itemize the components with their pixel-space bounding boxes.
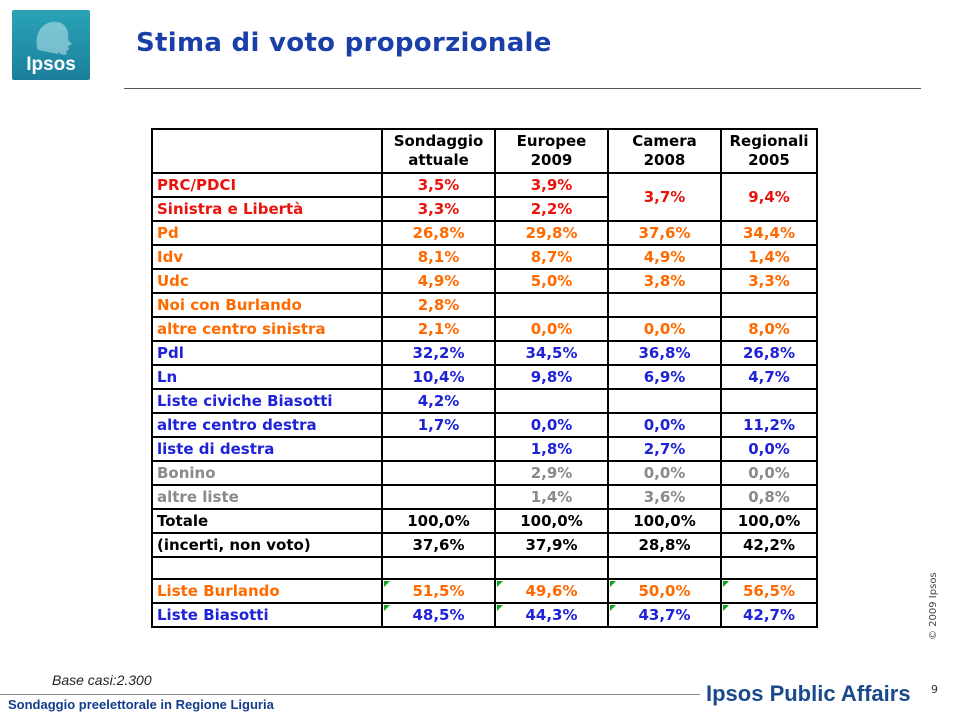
row-label: liste di destra bbox=[152, 437, 382, 461]
table-row bbox=[152, 365, 817, 389]
cell-value bbox=[721, 389, 817, 413]
cell-value: 0,0% bbox=[721, 461, 817, 485]
cell-marker-icon bbox=[610, 605, 616, 611]
cell-value: 44,3% bbox=[495, 603, 608, 627]
cell-value bbox=[495, 389, 608, 413]
table-row-total bbox=[152, 509, 817, 533]
header-regionali: Regionali 2005 bbox=[721, 129, 817, 173]
footer-brand: Ipsos Public Affairs bbox=[706, 681, 911, 706]
page-number: 9 bbox=[931, 683, 938, 696]
cell-value: 4,9% bbox=[608, 245, 721, 269]
row-label: Sinistra e Libertà bbox=[152, 197, 382, 221]
cell-value-merged: 3,7% bbox=[608, 173, 721, 221]
table-row bbox=[152, 317, 817, 341]
cell-value: 4,7% bbox=[721, 365, 817, 389]
cell-marker-icon bbox=[610, 581, 616, 587]
table-row bbox=[152, 533, 817, 557]
cell-value bbox=[382, 461, 495, 485]
base-note: Base casi:2.300 bbox=[52, 672, 152, 688]
cell-value: 56,5% bbox=[721, 579, 817, 603]
cell-marker-icon bbox=[384, 605, 390, 611]
spacer-cell bbox=[721, 557, 817, 579]
cell-value: 29,8% bbox=[495, 221, 608, 245]
footer-divider bbox=[0, 694, 700, 695]
cell-value: 36,8% bbox=[608, 341, 721, 365]
row-label: altre centro destra bbox=[152, 413, 382, 437]
row-label: Idv bbox=[152, 245, 382, 269]
row-label: altre centro sinistra bbox=[152, 317, 382, 341]
cell-value: 100,0% bbox=[495, 509, 608, 533]
ipsos-logo bbox=[12, 10, 90, 80]
header-europee: Europee 2009 bbox=[495, 129, 608, 173]
cell-value: 1,8% bbox=[495, 437, 608, 461]
cell-value: 4,2% bbox=[382, 389, 495, 413]
cell-value: 100,0% bbox=[608, 509, 721, 533]
copyright-note: © 2009 Ipsos bbox=[928, 572, 939, 640]
cell-value: 51,5% bbox=[382, 579, 495, 603]
cell-value-merged: 9,4% bbox=[721, 173, 817, 221]
cell-value: 10,4% bbox=[382, 365, 495, 389]
cell-value: 32,2% bbox=[382, 341, 495, 365]
cell-value: 3,9% bbox=[495, 173, 608, 197]
row-label: Pd bbox=[152, 221, 382, 245]
cell-value: 1,4% bbox=[495, 485, 608, 509]
cell-value bbox=[382, 485, 495, 509]
cell-value: 42,2% bbox=[721, 533, 817, 557]
table-row bbox=[152, 269, 817, 293]
row-label: (incerti, non voto) bbox=[152, 533, 382, 557]
row-label: Bonino bbox=[152, 461, 382, 485]
cell-value: 3,8% bbox=[608, 269, 721, 293]
vote-estimate-table bbox=[151, 128, 818, 628]
cell-value: 8,1% bbox=[382, 245, 495, 269]
cell-value: 0,0% bbox=[608, 461, 721, 485]
row-label: Udc bbox=[152, 269, 382, 293]
cell-value: 11,2% bbox=[721, 413, 817, 437]
row-label: Ln bbox=[152, 365, 382, 389]
header-camera: Camera 2008 bbox=[608, 129, 721, 173]
table-row-coalition bbox=[152, 603, 817, 627]
cell-value: 5,0% bbox=[495, 269, 608, 293]
table-row bbox=[152, 245, 817, 269]
cell-value: 100,0% bbox=[382, 509, 495, 533]
table-row bbox=[152, 341, 817, 365]
cell-value: 0,0% bbox=[608, 317, 721, 341]
cell-value: 8,0% bbox=[721, 317, 817, 341]
cell-value: 49,6% bbox=[495, 579, 608, 603]
table-header-row bbox=[152, 129, 817, 173]
cell-value: 100,0% bbox=[721, 509, 817, 533]
cell-value: 3,6% bbox=[608, 485, 721, 509]
logo-text: Ipsos bbox=[26, 54, 76, 75]
row-label: Totale bbox=[152, 509, 382, 533]
cell-value: 2,2% bbox=[495, 197, 608, 221]
cell-value: 37,6% bbox=[608, 221, 721, 245]
cell-value: 37,6% bbox=[382, 533, 495, 557]
cell-value: 48,5% bbox=[382, 603, 495, 627]
cell-value: 4,9% bbox=[382, 269, 495, 293]
page-title: Stima di voto proporzionale bbox=[136, 28, 552, 58]
row-label: PRC/PDCI bbox=[152, 173, 382, 197]
row-label: Liste Biasotti bbox=[152, 603, 382, 627]
cell-marker-icon bbox=[497, 581, 503, 587]
table-spacer-row bbox=[152, 557, 817, 579]
cell-value: 37,9% bbox=[495, 533, 608, 557]
table-row bbox=[152, 437, 817, 461]
cell-value: 1,7% bbox=[382, 413, 495, 437]
cell-value: 2,9% bbox=[495, 461, 608, 485]
cell-value: 0,0% bbox=[608, 413, 721, 437]
cell-value: 42,7% bbox=[721, 603, 817, 627]
row-label: Noi con Burlando bbox=[152, 293, 382, 317]
row-label: Liste Burlando bbox=[152, 579, 382, 603]
cell-value: 28,8% bbox=[608, 533, 721, 557]
row-label: Pdl bbox=[152, 341, 382, 365]
table-row bbox=[152, 293, 817, 317]
cell-marker-icon bbox=[497, 605, 503, 611]
cell-value bbox=[721, 293, 817, 317]
table-row bbox=[152, 413, 817, 437]
spacer-cell bbox=[608, 557, 721, 579]
cell-value bbox=[495, 293, 608, 317]
cell-value: 0,0% bbox=[495, 317, 608, 341]
cell-value: 3,5% bbox=[382, 173, 495, 197]
cell-value: 26,8% bbox=[721, 341, 817, 365]
cell-value: 1,4% bbox=[721, 245, 817, 269]
table-row bbox=[152, 173, 817, 197]
cell-marker-icon bbox=[723, 605, 729, 611]
spacer-cell bbox=[495, 557, 608, 579]
cell-value: 2,7% bbox=[608, 437, 721, 461]
cell-value bbox=[382, 437, 495, 461]
row-label: altre liste bbox=[152, 485, 382, 509]
spacer-cell bbox=[152, 557, 382, 579]
footer-survey-title: Sondaggio preelettorale in Regione Liguria bbox=[8, 697, 274, 712]
row-label: Liste civiche Biasotti bbox=[152, 389, 382, 413]
cell-value: 2,1% bbox=[382, 317, 495, 341]
cell-value: 3,3% bbox=[382, 197, 495, 221]
cell-value: 2,8% bbox=[382, 293, 495, 317]
cell-value: 8,7% bbox=[495, 245, 608, 269]
header-sondaggio: Sondaggio attuale bbox=[382, 129, 495, 173]
cell-value: 0,0% bbox=[495, 413, 608, 437]
title-divider bbox=[124, 88, 921, 89]
cell-marker-icon bbox=[723, 581, 729, 587]
cell-value: 43,7% bbox=[608, 603, 721, 627]
cell-value: 0,8% bbox=[721, 485, 817, 509]
cell-value: 26,8% bbox=[382, 221, 495, 245]
cell-value: 0,0% bbox=[721, 437, 817, 461]
cell-value: 34,4% bbox=[721, 221, 817, 245]
table-row bbox=[152, 461, 817, 485]
cell-value: 3,3% bbox=[721, 269, 817, 293]
cell-value bbox=[608, 389, 721, 413]
cell-value: 9,8% bbox=[495, 365, 608, 389]
table-row bbox=[152, 221, 817, 245]
table-row bbox=[152, 389, 817, 413]
cell-marker-icon bbox=[384, 581, 390, 587]
header-empty-cell bbox=[152, 129, 382, 173]
cell-value: 34,5% bbox=[495, 341, 608, 365]
cell-value: 50,0% bbox=[608, 579, 721, 603]
cell-value bbox=[608, 293, 721, 317]
spacer-cell bbox=[382, 557, 495, 579]
cell-value: 6,9% bbox=[608, 365, 721, 389]
table-row-coalition bbox=[152, 579, 817, 603]
table-row bbox=[152, 485, 817, 509]
